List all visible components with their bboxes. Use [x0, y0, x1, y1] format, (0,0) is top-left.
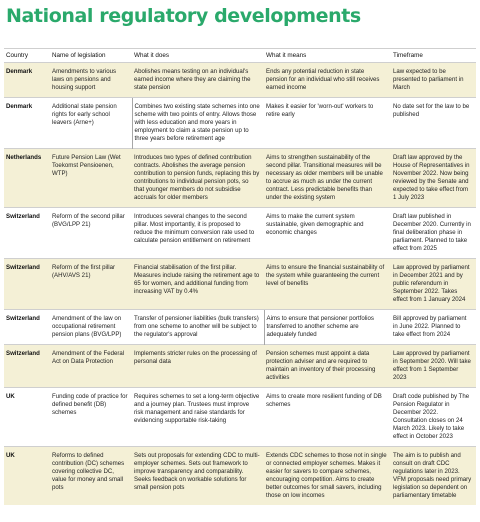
country-cell: Netherlands: [4, 149, 50, 208]
country-cell: Denmark: [4, 98, 50, 149]
means-cell: Pension schemes must appoint a data protection adviser and are required to maintain an inventory of their processing activities: [264, 345, 391, 388]
does-cell: Abolishes means testing on an individual's earned income where they are claiming the state pension: [132, 63, 264, 98]
legislation-cell: Amendment of the law on occupational retirement pension plans (BVG/LPP): [50, 310, 132, 345]
table-row: [4, 259, 476, 310]
table-row: [4, 447, 476, 506]
table-row: [4, 98, 476, 149]
legislation-cell: Amendment of the Federal Act on Data Protection: [50, 345, 132, 388]
table-row: [4, 345, 476, 388]
timeframe-cell: Bill approved by parliament in June 2022. Planned to take effect from 2024: [391, 310, 476, 345]
legislation-cell: Reforms to defined contribution (DC) schemes covering collective DC, value for money and small pots: [50, 447, 132, 506]
does-cell: Combines two existing state schemes into one scheme with two points of entry. Allows those with less education and more years in employment to claim a state pension up to three years before retirement age: [132, 98, 264, 149]
column-header-timeframe: Timeframe: [391, 49, 476, 63]
timeframe-cell: Draft law published in December 2020. Currently in final deliberation phase in parliament. Planned to take effect from 2025: [391, 208, 476, 259]
timeframe-cell: Law approved by parliament in December 2021 and by public referendum in September 2022. Takes effect from 1 January 2024: [391, 259, 476, 310]
country-cell: Switzerland: [4, 259, 50, 310]
does-cell: Transfer of pensioner liabilities (bulk transfers) from one scheme to another will be subject to the regulator's approval: [132, 310, 264, 345]
timeframe-cell: Law approved by parliament in September 2020. Will take effect from 1 September 2023: [391, 345, 476, 388]
legislation-cell: Reform of the second pillar (BVG/LPP 21): [50, 208, 132, 259]
column-header-legislation: Name of legislation: [50, 49, 132, 63]
table-header-row: [4, 49, 476, 63]
table-row: [4, 208, 476, 259]
means-cell: Aims to create more resilient funding of DB schemes: [264, 388, 391, 447]
does-cell: Financial stabilisation of the first pillar. Measures include raising the retirement age to 65 for women, and additional funding from increasing VAT by 0.4%: [132, 259, 264, 310]
means-cell: Aims to make the current system sustainable, given demographic and economic changes: [264, 208, 391, 259]
legislation-cell: Funding code of practice for defined benefit (DB) schemes: [50, 388, 132, 447]
does-cell: Introduces two types of defined contribution contracts. Abolishes the average pension contribution to pension funds, replacing this by contributions to individual pension pots, so that younger members do not subsidise accruals for older members: [132, 149, 264, 208]
does-cell: Introduces several changes to the second pillar. Most importantly, it is proposed to reduce the minimum conversion rate used to calculate pension entitlement on retirement: [132, 208, 264, 259]
column-header-what-it-means: What it means: [264, 49, 391, 63]
timeframe-cell: Draft code published by The Pension Regulator in December 2022. Consultation closes on 24 March 2023. Likely to take effect in October 2023: [391, 388, 476, 447]
country-cell: Switzerland: [4, 310, 50, 345]
means-cell: Aims to strengthen sustainability of the second pillar. Transitional measures will be necessary as older members will be unable to accrue as much as under the current contract. Less predictable benefits than under the existing system: [264, 149, 391, 208]
page-title: National regulatory developments: [6, 5, 361, 27]
means-cell: Aims to ensure that pensioner portfolios transferred to another scheme are adequately funded: [264, 310, 391, 345]
country-cell: Switzerland: [4, 208, 50, 259]
country-cell: UK: [4, 388, 50, 447]
does-cell: Sets out proposals for extending CDC to multi-employer schemes. Sets out framework to improve transparency and comparability. Seeks feedback on workable solutions for small pension pots: [132, 447, 264, 506]
does-cell: Implements stricter rules on the processing of personal data: [132, 345, 264, 388]
table-row: [4, 63, 476, 98]
country-cell: Denmark: [4, 63, 50, 98]
column-header-what-it-does: What it does: [132, 49, 264, 63]
legislation-cell: Future Pension Law (Wet Toekomst Pensioenen, WTP): [50, 149, 132, 208]
regulatory-table: [4, 48, 476, 505]
timeframe-cell: Law expected to be presented to parliament in March: [391, 63, 476, 98]
legislation-cell: Additional state pension rights for early school leavers (Arne+): [50, 98, 132, 149]
country-cell: UK: [4, 447, 50, 506]
means-cell: Aims to ensure the financial sustainability of the system while guaranteeing the current level of benefits: [264, 259, 391, 310]
means-cell: Extends CDC schemes to those not in single or connected employer schemes. Makes it easier for savers to compare schemes, encouraging competition. Aims to create better outcomes for small savers, including those on low incomes: [264, 447, 391, 506]
means-cell: Makes it easier for 'worn-out' workers to retire early: [264, 98, 391, 149]
does-cell: Requires schemes to set a long-term objective and a journey plan. Trustees must improve risk management and raise standards for evidencing supportable risk-taking: [132, 388, 264, 447]
legislation-cell: Reform of the first pillar (AHV/AVS 21): [50, 259, 132, 310]
table-row: [4, 149, 476, 208]
timeframe-cell: The aim is to publish and consult on draft CDC regulations later in 2023. VFM proposals need primary legislation so dependent on parliamentary timetable: [391, 447, 476, 506]
means-cell: Ends any potential reduction in state pension for an individual who still receives earned income: [264, 63, 391, 98]
timeframe-cell: No date set for the law to be published: [391, 98, 476, 149]
country-cell: Switzerland: [4, 345, 50, 388]
timeframe-cell: Draft law approved by the House of Representatives in November 2022. Now being reviewed by the Senate and expected to take effect from 1 July 2023: [391, 149, 476, 208]
table-row: [4, 388, 476, 447]
legislation-cell: Amendments to various laws on pensions and housing support: [50, 63, 132, 98]
column-header-country: Country: [4, 49, 50, 63]
table-row: [4, 310, 476, 345]
